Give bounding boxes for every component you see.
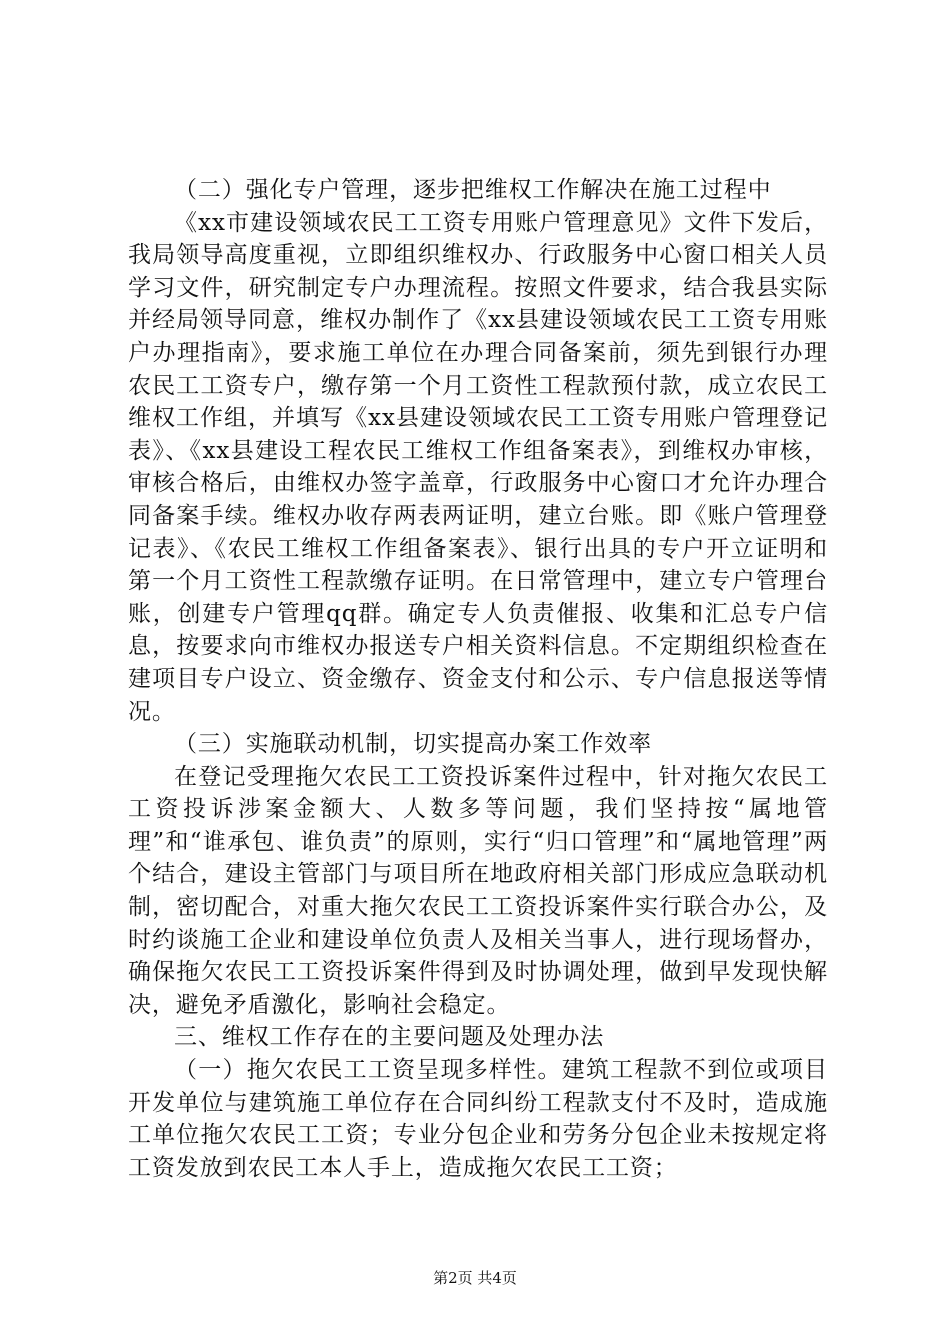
body-paragraph: （一）拖欠农民工工资呈现多样性。建筑工程款不到位或项目开发单位与建筑施工单位存在合同纠纷工程款支付不及时，造成施工单位拖欠农民工工资；专业分包企业和劳务分包企业未按规定将工资发放到农民工本人手上，造成拖欠农民工工资； xyxy=(128,1057,828,1181)
page-footer: 第2页 共4页 xyxy=(433,1269,517,1287)
body-paragraph: 在登记受理拖欠农民工工资投诉案件过程中，针对拖欠农民工工资投诉涉案金额大、人数多等问题，我们坚持按“属地管理”和“谁承包、谁负责”的原则，实行“归口管理”和“属地管理”两个结合，建设主管部门与项目所在地政府相关部门形成应急联动机制，密切配合，对重大拖欠农民工工资投诉案件实行联合办公，及时约谈施工企业和建设单位负责人及相关当事人，进行现场督办，确保拖欠农民工工资投诉案件得到及时协调处理，做到早发现快解决，避免矛盾激化，影响社会稳定。 xyxy=(128,763,828,1018)
body-paragraph: 《xx市建设领域农民工工资专用账户管理意见》文件下发后，我局领导高度重视，立即组织维权办、行政服务中心窗口相关人员学习文件，研究制定专户办理流程。按照文件要求，结合我县实际并经局领导同意，维权办制作了《xx县建设领域农民工工资专用账户办理指南》，要求施工单位在办理合同备案前，须先到银行办理农民工工资专户，缴存第一个月工资性工程款预付款，成立农民工维权工作组，并填写《xx县建设领域农民工工资专用账户管理登记表》、《xx县建设工程农民工维权工作组备案表》，到维权办审核，审核合格后，由维权办签字盖章，行政服务中心窗口才允许办理合同备案手续。维权办收存两表两证明，建立台账。即《账户管理登记表》、《农民工维权工作组备案表》、银行出具的专户开立证明和第一个月工资性工程款缴存证明。在日常管理中，建立专户管理台账，创建专户管理qq群。确定专人负责催报、收集和汇总专户信息，按要求向市维权办报送专户相关资料信息。不定期组织检查在建项目专户设立、资金缴存、资金支付和公示、专户信息报送等情况。 xyxy=(128,209,828,725)
section-heading-2: （二）强化专户管理，逐步把维权工作解决在施工过程中 xyxy=(174,177,772,203)
chapter-heading: 三、维权工作存在的主要问题及处理办法 xyxy=(174,1024,605,1051)
document-body xyxy=(128,174,828,1184)
section-heading-3: （三）实施联动机制，切实提高办案工作效率 xyxy=(174,731,652,758)
